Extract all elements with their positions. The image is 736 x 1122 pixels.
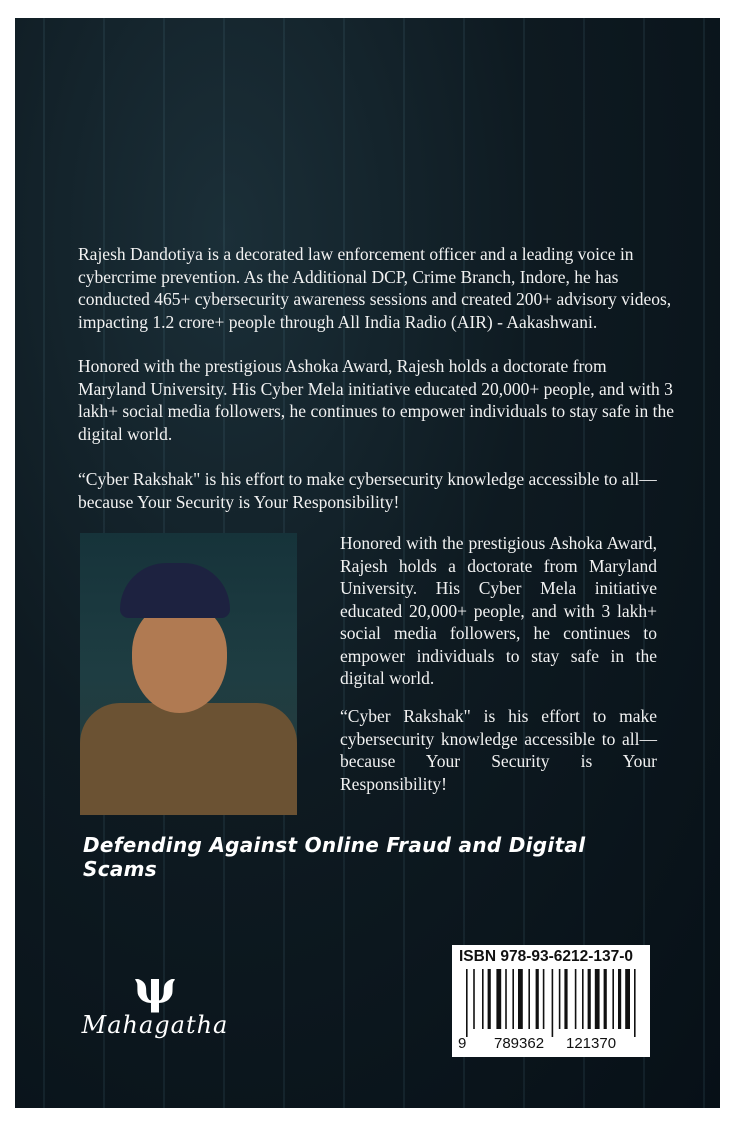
barcode-bar [466, 969, 468, 1037]
barcode-bar [618, 969, 621, 1029]
barcode-bar [575, 969, 577, 1029]
barcode-group-1: 789362 [494, 1035, 545, 1052]
barcode-bar [564, 969, 567, 1029]
publisher-logo [65, 960, 245, 1039]
cap [120, 563, 230, 618]
barcode-bar [518, 969, 523, 1029]
barcode-bar [488, 969, 491, 1029]
author-photo [80, 533, 297, 815]
barcode-bar [612, 969, 614, 1029]
barcode-bar [604, 969, 607, 1029]
barcode-bar [536, 969, 539, 1029]
book-back-cover [15, 18, 720, 1108]
barcode-group-2: 121370 [566, 1035, 617, 1052]
barcode-bar [543, 969, 545, 1029]
barcode-bar [625, 969, 630, 1029]
mission-paragraph-repeat: “Cyber Rakshak" is his effort to make cybersecurity knowledge accessible to all—because Your Security is Your Responsibility! [340, 706, 657, 794]
barcode-bar [496, 969, 501, 1029]
face [132, 603, 227, 713]
barcode-bar [512, 969, 514, 1029]
barcode-bar [634, 969, 636, 1037]
barcode-bar [559, 969, 561, 1029]
publisher-mark-icon: ψ [133, 960, 177, 1014]
publisher-name: Mahagatha [81, 1011, 229, 1039]
barcode-bar [473, 969, 475, 1029]
barcode-bar [505, 969, 507, 1029]
barcode-bars [462, 969, 642, 1037]
uniform [80, 703, 297, 815]
barcode-bar [582, 969, 584, 1029]
barcode-bar [482, 969, 484, 1029]
awards-paragraph: Honored with the prestigious Ashoka Award, Rajesh holds a doctorate from Maryland University. His Cyber Mela initiative educated 20,000+ people, and with 3 lakh+ social media followers, he continues to empower individuals to stay safe in the digital world. [78, 356, 674, 444]
awards-paragraph-repeat: Honored with the prestigious Ashoka Award, Rajesh holds a doctorate from Maryland University. His Cyber Mela initiative educated 20,000+ people, and with 3 lakh+ social media followers, he continues to empower individuals to stay safe in the digital world. [340, 533, 657, 688]
tagline: Defending Against Online Fraud and Digital Scams [83, 833, 586, 881]
barcode-bar [528, 969, 530, 1029]
author-bio-paragraph: Rajesh Dandotiya is a decorated law enforcement officer and a leading voice in cybercrime prevention. As the Additional DCP, Crime Branch, Indore, he has conducted 465+ cybersecurity awareness sessions and created 200+ advisory videos, impacting 1.2 crore+ people through All India Radio (AIR) - Aakashwani. [78, 244, 672, 332]
barcode-bar [595, 969, 600, 1029]
barcode-lead-digit: 9 [458, 1035, 467, 1052]
isbn-label: ISBN 978-93-6212-137-0 [459, 948, 634, 965]
barcode-bar [552, 969, 554, 1037]
barcode-bar [588, 969, 591, 1029]
mission-paragraph: “Cyber Rakshak" is his effort to make cybersecurity knowledge accessible to all—because Your Security is Your Responsibility! [78, 469, 657, 512]
isbn-barcode [452, 945, 650, 1057]
